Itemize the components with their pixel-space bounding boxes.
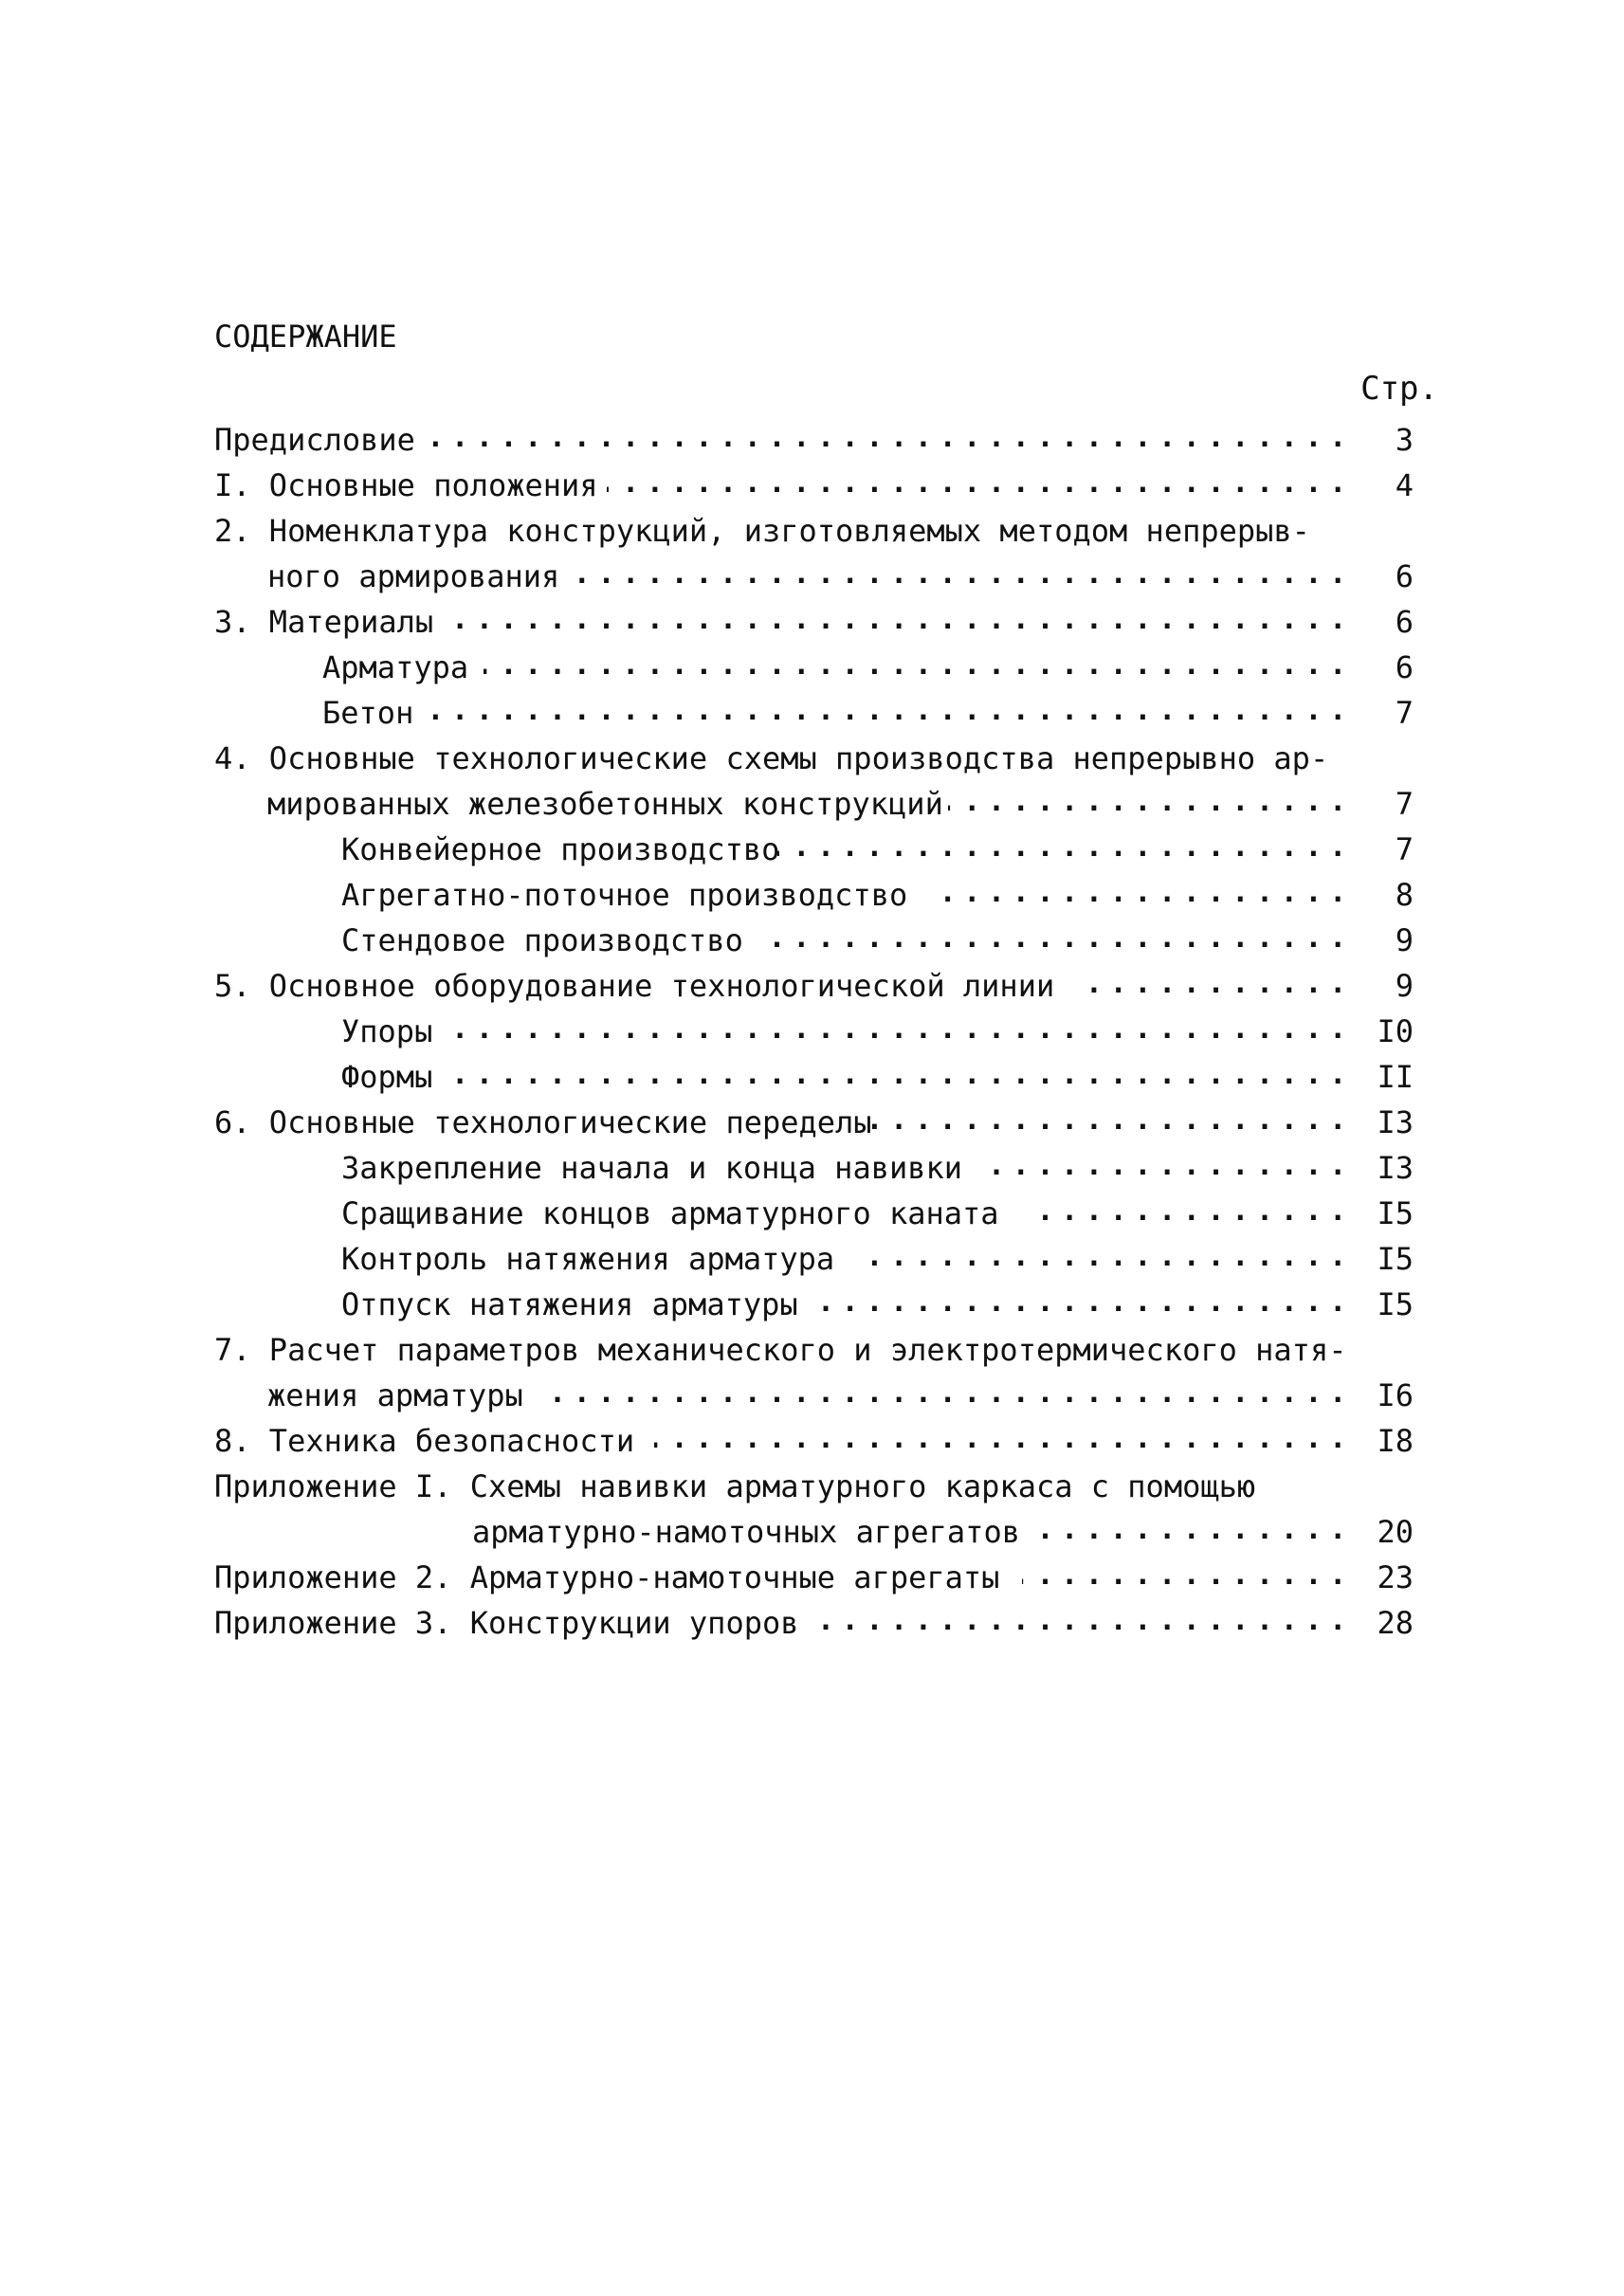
toc-entry-page: 6 [1395,649,1414,685]
toc-entry-text: Арматура [322,649,469,685]
dot-leader [550,1373,1341,1418]
toc-entry-page: 6 [1395,558,1414,594]
toc-entry [0,1054,1624,1100]
toc-entry-page: II [1377,1059,1414,1095]
toc-entry [0,554,1624,599]
toc-entry [0,1327,1624,1373]
toc-entry-text: Предисловие [214,422,415,458]
toc-entry [0,417,1624,463]
dot-leader [654,1418,1341,1464]
toc-entry-page: I8 [1377,1423,1414,1459]
toc-entry-page: I3 [1377,1104,1414,1140]
toc-entry [0,781,1624,827]
toc-entry [0,645,1624,690]
toc-entry [0,1191,1624,1236]
toc-entry-text: Приложение 3. Конструкции упоров [214,1605,799,1641]
dot-leader [1081,963,1341,1009]
dot-leader [417,417,1341,463]
dot-leader [815,1282,1341,1327]
toc-entry-text: 7. Расчет параметров механического и электротермического натя- [214,1332,1347,1368]
toc-entry-text: Конвейерное производство [341,831,780,867]
dot-leader [777,827,1341,872]
toc-entry-page: 7 [1395,831,1414,867]
contents-heading: СОДЕРЖАНИЕ [214,319,397,355]
toc-entry [0,963,1624,1009]
toc-entry-page: I5 [1377,1286,1414,1322]
toc-entry-page: 20 [1377,1514,1414,1550]
dot-leader [446,1009,1341,1054]
dot-leader [758,918,1341,963]
toc-entry-text: жения арматуры [267,1377,523,1413]
dot-leader [484,645,1341,690]
toc-entry-text: 8. Техника безопасности [214,1423,635,1459]
toc-entry-page: 8 [1395,877,1414,913]
dot-leader [429,690,1341,736]
toc-entry-text: Приложение 2. Арматурно-намоточные агрегаты [214,1559,1000,1595]
toc-entry [0,918,1624,963]
dot-leader [948,781,1341,827]
toc-entry-page: I0 [1377,1013,1414,1049]
toc-entry-text: ного армирования [267,558,560,594]
toc-entry [0,1145,1624,1191]
toc-entry-page: 9 [1395,968,1414,1004]
toc-entry-page: 7 [1395,695,1414,731]
toc-entry-text: 4. Основные технологические схемы производства непрерывно ар- [214,740,1329,776]
toc-entry [0,508,1624,554]
toc-entry [0,1009,1624,1054]
toc-entry [0,1600,1624,1646]
toc-entry-text: I. Основные положения [214,467,598,503]
toc-entry [0,1100,1624,1145]
dot-leader [575,554,1341,599]
toc-entry-page: 4 [1395,467,1414,503]
toc-entry-text: мированных железобетонных конструкций [267,786,943,822]
toc-entry-page: 3 [1395,422,1414,458]
toc-entry-page: 9 [1395,922,1414,958]
toc-entry-text: арматурно-намоточных агрегатов [472,1514,1020,1550]
toc-entry [0,1373,1624,1418]
dot-leader [607,463,1341,508]
toc-entry [0,1282,1624,1327]
page-column-label: Стр. [1360,370,1438,408]
dot-leader [815,1600,1341,1646]
toc-entry-text: Отпуск натяжения арматуры [341,1286,798,1322]
toc-entry-text: 2. Номенклатура конструкций, изготовляемых методом непрерыв- [214,513,1310,549]
toc-entry-page: I6 [1377,1377,1414,1413]
toc-entry-text: Стендовое производство [341,922,743,958]
toc-entry-text: Приложение I. Схемы навивки арматурного каркаса с помощью [214,1468,1256,1504]
dot-leader [447,599,1341,645]
dot-leader [1033,1509,1341,1555]
toc-entry-text: 5. Основное оборудование технологической линии [214,968,1055,1004]
toc-entry-text: Упоры [341,1013,433,1049]
toc-entry [0,1464,1624,1509]
toc-entry [0,1236,1624,1282]
toc-entry-page: 6 [1395,604,1414,640]
toc-entry-page: I5 [1377,1195,1414,1231]
dot-leader [929,872,1341,918]
dot-leader [986,1145,1341,1191]
toc-entry [0,827,1624,872]
toc-entry-text: Формы [341,1059,433,1095]
dot-leader [1024,1191,1341,1236]
toc-entry-text: Агрегатно-поточное производство [341,877,908,913]
toc-entry [0,736,1624,781]
dot-leader [853,1100,1341,1145]
toc-entry [0,463,1624,508]
dot-leader [853,1236,1341,1282]
toc-entry [0,1418,1624,1464]
toc-entry-page: I5 [1377,1241,1414,1277]
toc-entry-text: Контроль натяжения арматура [341,1241,835,1277]
table-of-contents [0,417,1624,1646]
dot-leader [446,1054,1341,1100]
toc-entry-page: 28 [1377,1605,1414,1641]
toc-entry [0,690,1624,736]
dot-leader [1022,1555,1341,1600]
toc-entry [0,872,1624,918]
toc-entry [0,1509,1624,1555]
toc-entry-text: Бетон [322,695,414,731]
toc-entry-page: 23 [1377,1559,1414,1595]
toc-entry [0,1555,1624,1600]
toc-entry-text: 6. Основные технологические переделы [214,1104,872,1140]
toc-entry-text: Закрепление начала и конца навивки [341,1150,963,1186]
toc-entry-text: Сращивание концов арматурного каната [341,1195,999,1231]
toc-entry-page: I3 [1377,1150,1414,1186]
toc-entry [0,599,1624,645]
toc-entry-text: 3. Материалы [214,604,434,640]
toc-entry-page: 7 [1395,786,1414,822]
